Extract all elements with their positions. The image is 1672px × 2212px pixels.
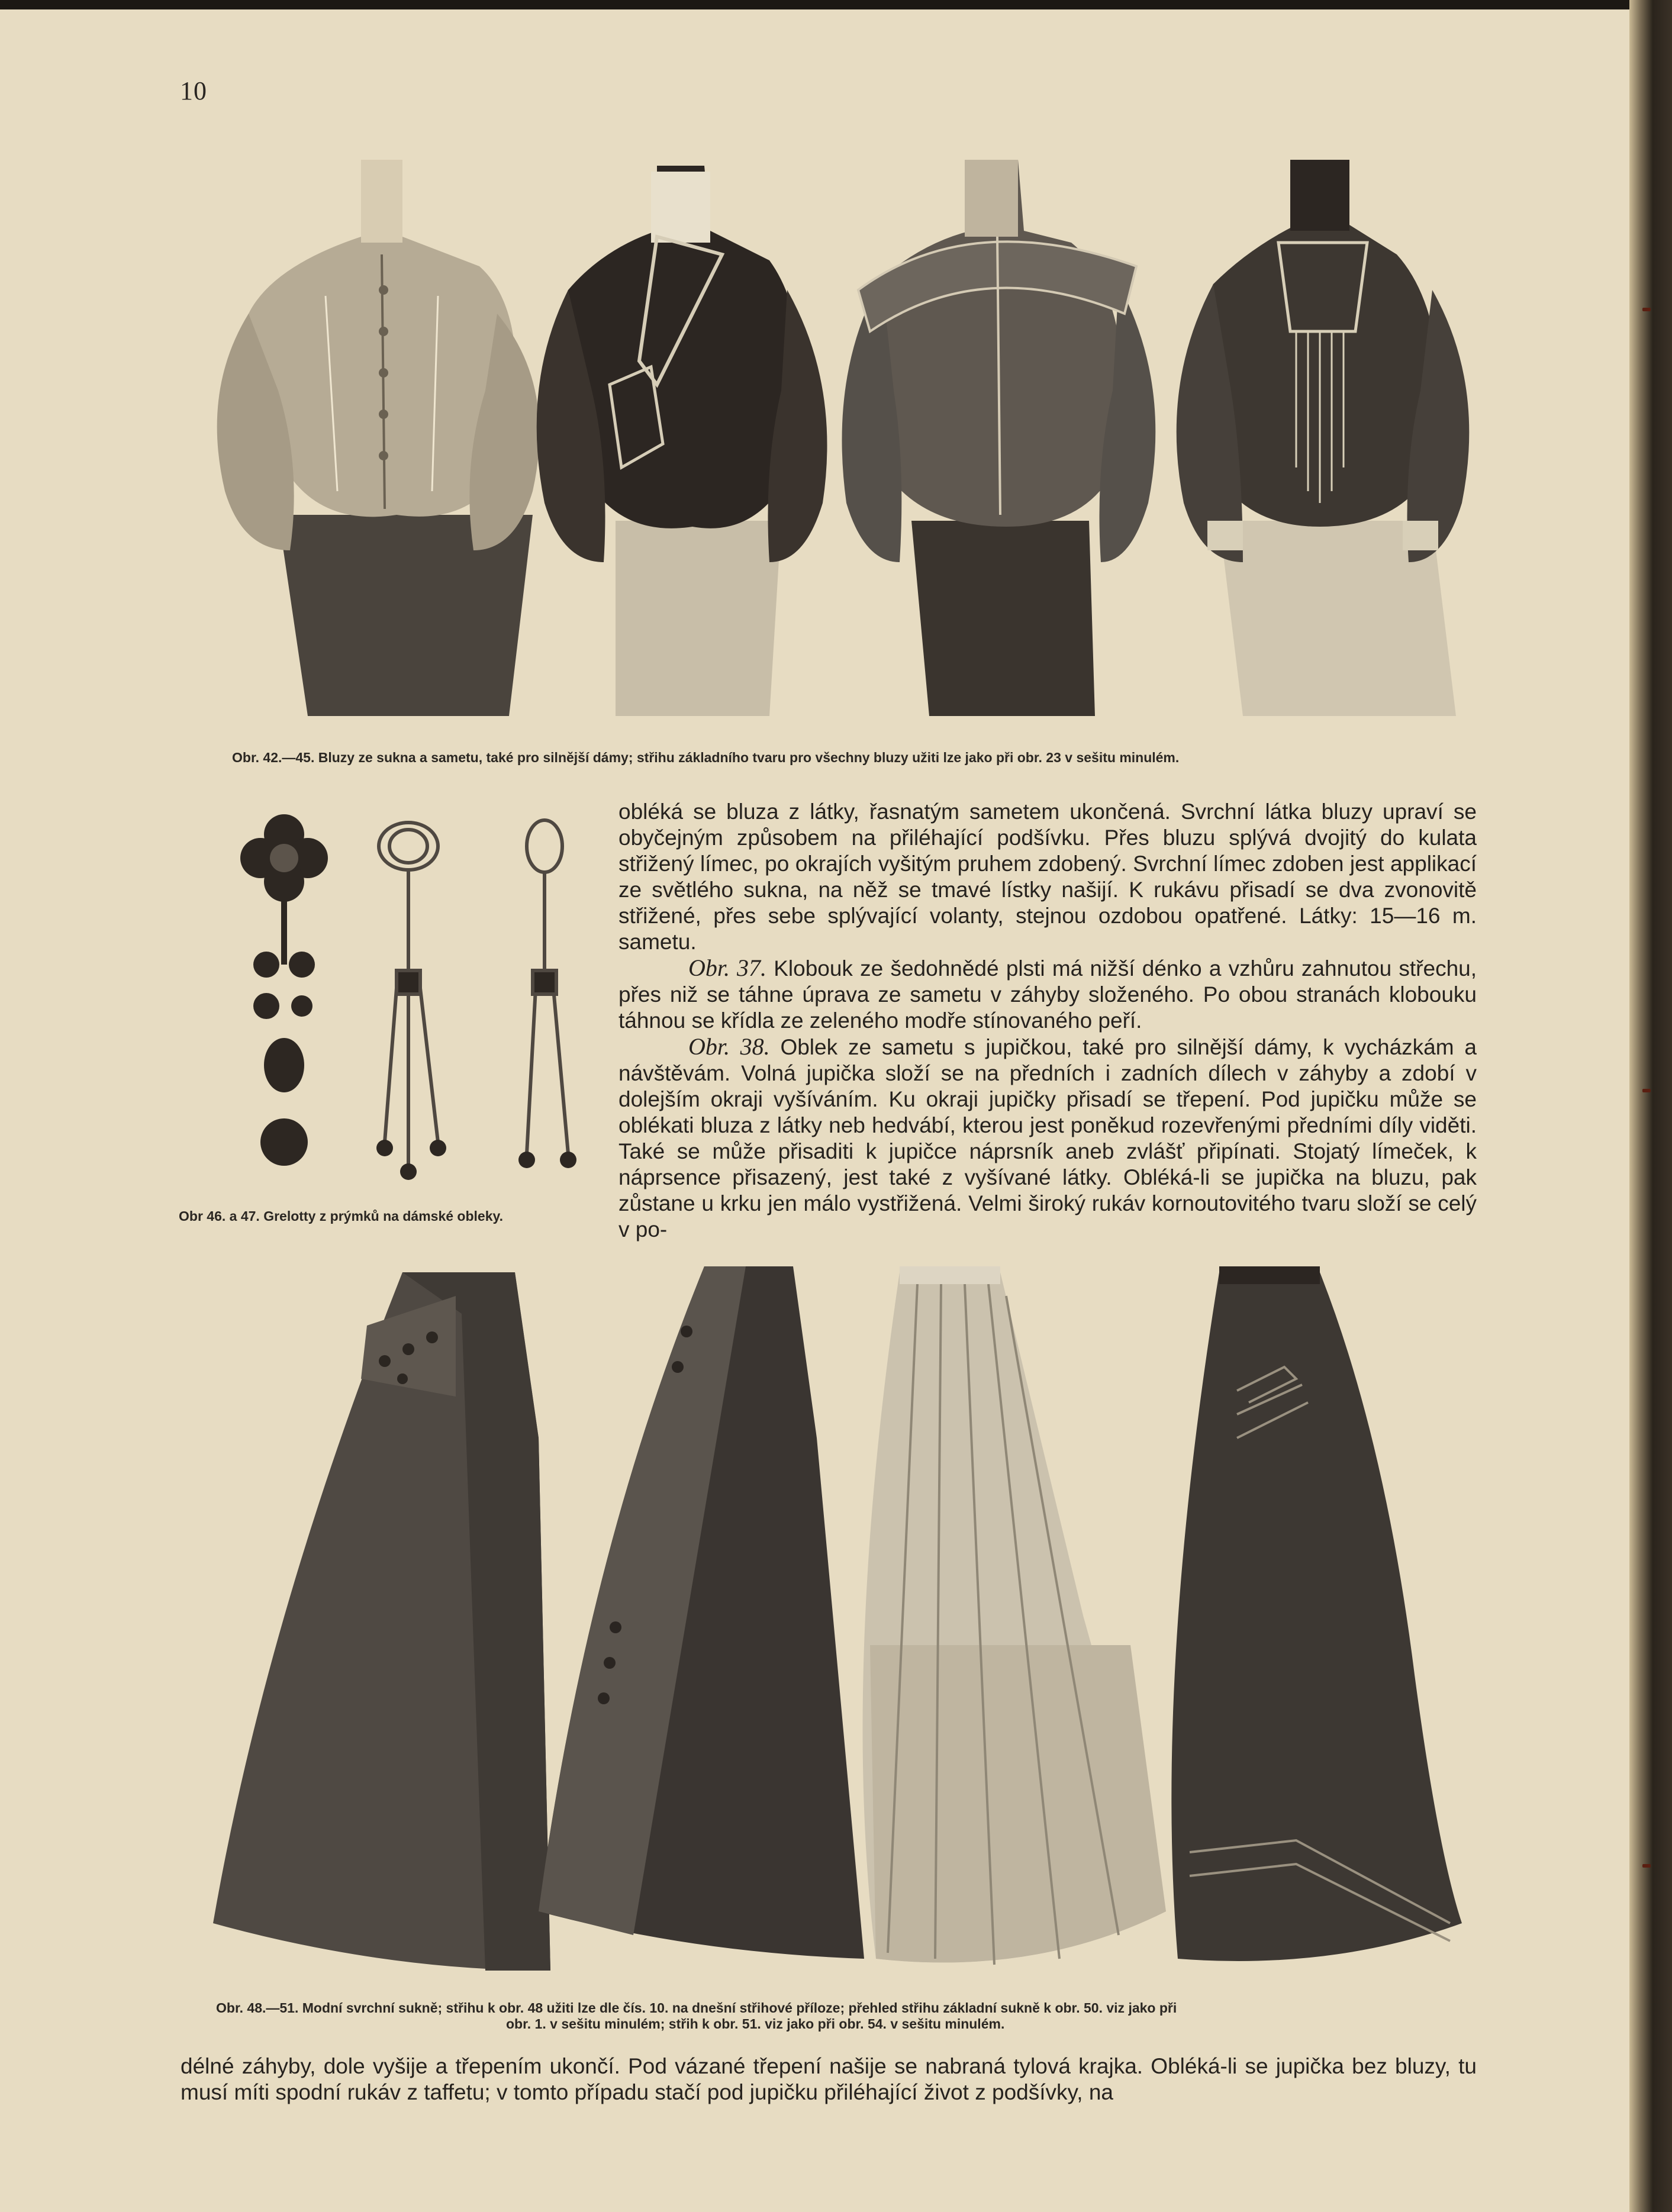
book-spine <box>1629 0 1672 2212</box>
skirts-illustration <box>207 1260 1509 1982</box>
bottom-text <box>181 2053 1477 2105</box>
grelot-cord-2 <box>527 820 568 1154</box>
grelot-flower <box>240 814 328 1166</box>
skirt-48 <box>213 1272 550 1971</box>
blouse-42 <box>217 160 540 716</box>
figure-ref-37: Obr. 37. <box>688 955 766 981</box>
blouse-44 <box>842 160 1156 716</box>
page-number: 10 <box>180 76 207 105</box>
grelot-cord-1-beads <box>376 1140 446 1180</box>
paragraph-3: Obr. 38. Oblek ze sametu s jupičkou, také pro silnější dámy, k vycházkám a návštěvám. Volná jupička složí se na předních i zadních dílech v záhyby a zdobí v dolejším okraji vyšíváním. Ku okraji jupičky přisadí se třepení. Pod jupičku může se oblékati bluza z látky neb hedvábí, kterou jest poněkud rozevřenými předními díly viděti. Také se může přisaditi k jupičce náprsník aneb zvlášť připínati. Stojatý límeček, k náprsence přisazený, jest také z vyšívané látky. Obléká-li se jupička na bluzu, pak zůstane u krku jen málo vystřižená. Velmi široký rukáv kornoutovitého tvaru složí se celý v po- <box>618 1033 1477 1242</box>
grelots-illustration <box>207 811 592 1195</box>
skirts-caption-line-1: Obr. 48.—51. Modní svrchní sukně; střihu k obr. 48 užiti lze dle čís. 10. na dnešní střihové příloze; přehled střihu základní sukně k obr. 50. viz jako při <box>216 2000 1177 2016</box>
spine-mark <box>1642 1089 1651 1092</box>
skirt-49 <box>539 1266 864 1959</box>
grelot-cord-1 <box>379 823 438 1166</box>
blouse-45 <box>1177 160 1470 716</box>
blouses-figure <box>201 136 1491 722</box>
page-top-edge <box>0 0 1672 9</box>
figure-ref-38: Obr. 38. <box>688 1033 770 1060</box>
paragraph-2: Obr. 37. Klobouk ze šedohnědé plsti má nižší dénko a vzhůru zahnutou střechu, přes niž se táhne úprava ze sametu v záhyby složeného. Po obou stranách klobouku táhnou se křídla ze zeleného modře stínovaného peří. <box>618 955 1477 1033</box>
skirt-50 <box>863 1266 1167 1965</box>
grelots-caption: Obr 46. a 47. Grelotty z prýmků na dámské obleky. <box>179 1208 503 1224</box>
grelot-cord-2-beads <box>518 1152 576 1168</box>
blouses-caption: Obr. 42.—45. Bluzy ze sukna a sametu, také pro silnější dámy; střihu základního tvaru pro všechny bluzy užiti lze jako při obr. 23 v sešitu minulém. <box>232 750 1180 765</box>
skirt-51 <box>1171 1266 1462 1961</box>
text-column <box>618 799 1477 1243</box>
paragraph-bottom: délné záhyby, dole vyšije a třepením ukončí. Pod vázané třepení našije se nabraná tylová krajka. Obléká-li se jupička bez bluzy, tu musí míti spodní rukáv z taffetu; v tomto případu stačí pod jupičku přiléhající život z podšívky, na <box>181 2054 1477 2104</box>
blouse-43 <box>537 166 827 716</box>
grelots-figure <box>207 811 592 1195</box>
spine-mark <box>1642 1864 1651 1868</box>
skirts-figure <box>207 1260 1509 1982</box>
spine-mark <box>1642 308 1651 311</box>
paragraph-1: obléká se bluza z látky, řasnatým sametem ukončená. Svrchní látka bluzy upraví se obyčejným způsobem na přiléhající podšívku. Přes bluzu splývá dvojitý do kulata střižený límec, po okrajích vyšitým pruhem zdobený. Svrchní límec zdoben jest applikací ze světlého sukna, na něž se tmavé lístky našijí. K rukávu přisadí se dva zvonovitě střižené, přes sebe splývající volanty, stejnou ozdobou opatřené. Látky: 15—16 m. sametu. <box>618 799 1477 954</box>
blouses-illustration <box>201 136 1491 722</box>
skirts-caption-line-2: obr. 1. v sešitu minulém; střih k obr. 51. viz jako při obr. 54. v sešitu minulém. <box>506 2016 1005 2032</box>
